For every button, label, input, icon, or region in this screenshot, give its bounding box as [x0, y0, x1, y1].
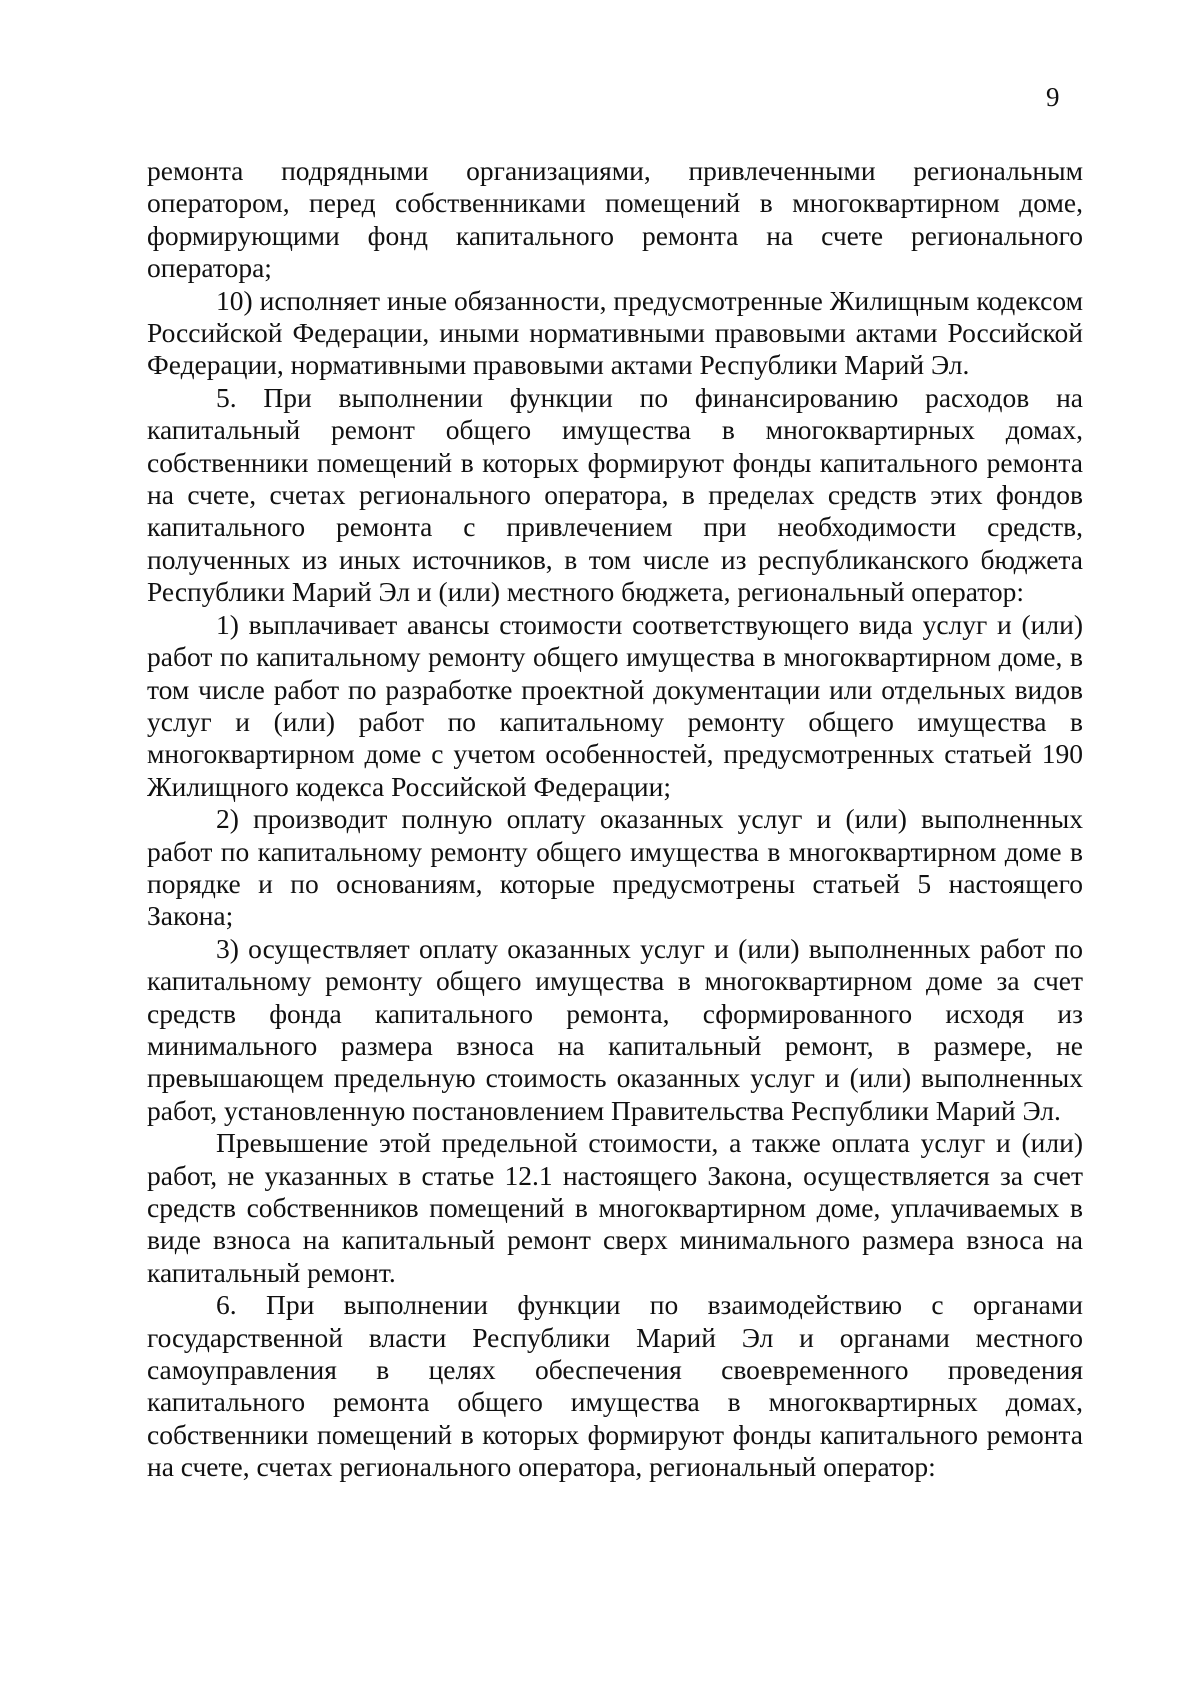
- paragraph-item-2: 2) производит полную оплату оказанных услуг и (или) выполненных работ по капитальному ремонту общего имущества в многоквартирном доме в порядке и по основаниям, которые предусмотрены статьей 5 настоящего Закона;: [147, 803, 1083, 932]
- paragraph-item-10: 10) исполняет иные обязанности, предусмотренные Жилищным кодексом Российской Федерации, иными нормативными правовыми актами Российской Федерации, нормативными правовыми актами Республики Марий Эл.: [147, 284, 1083, 381]
- paragraph-item-1: 1) выплачивает авансы стоимости соответствующего вида услуг и (или) работ по капитальному ремонту общего имущества в многоквартирном доме, в том числе работ по разработке проектной документации или отдельных видов услуг и (или) работ по капитальному ремонту общего имущества в многоквартирном доме с учетом особенностей, предусмотренных статьей 190 Жилищного кодекса Российской Федерации;: [147, 608, 1083, 802]
- page-number: 9: [1046, 82, 1060, 112]
- paragraph-section-6: 6. При выполнении функции по взаимодействию с органами государственной власти Республики Марий Эл и органами местного самоуправления в целях обеспечения своевременного проведения капитального ремонта общего имущества в многоквартирных домах, собственники помещений в которых формируют фонды капитального ремонта на счете, счетах регионального оператора, региональный оператор:: [147, 1289, 1083, 1483]
- document-body: [147, 155, 1083, 1484]
- paragraph-continuation: ремонта подрядными организациями, привлеченными региональным оператором, перед собственниками помещений в многоквартирном доме, формирующими фонд капитального ремонта на счете регионального оператора;: [147, 155, 1083, 284]
- paragraph-excess-cost: Превышение этой предельной стоимости, а также оплата услуг и (или) работ, не указанных в статье 12.1 настоящего Закона, осуществляется за счет средств собственников помещений в многоквартирном доме, уплачиваемых в виде взноса на капитальный ремонт сверх минимального размера взноса на капитальный ремонт.: [147, 1127, 1083, 1288]
- paragraph-item-3: 3) осуществляет оплату оказанных услуг и (или) выполненных работ по капитальному ремонту общего имущества в многоквартирном доме за счет средств фонда капитального ремонта, сформированного исходя из минимального размера взноса на капитальный ремонт, в размере, не превышающем предельную стоимость оказанных услуг и (или) выполненных работ, установленную постановлением Правительства Республики Марий Эл.: [147, 932, 1083, 1126]
- paragraph-section-5: 5. При выполнении функции по финансированию расходов на капитальный ремонт общего имущества в многоквартирных домах, собственники помещений в которых формируют фонды капитального ремонта на счете, счетах регионального оператора, в пределах средств этих фондов капитального ремонта с привлечением при необходимости средств, полученных из иных источников, в том числе из республиканского бюджета Республики Марий Эл и (или) местного бюджета, региональный оператор:: [147, 381, 1083, 608]
